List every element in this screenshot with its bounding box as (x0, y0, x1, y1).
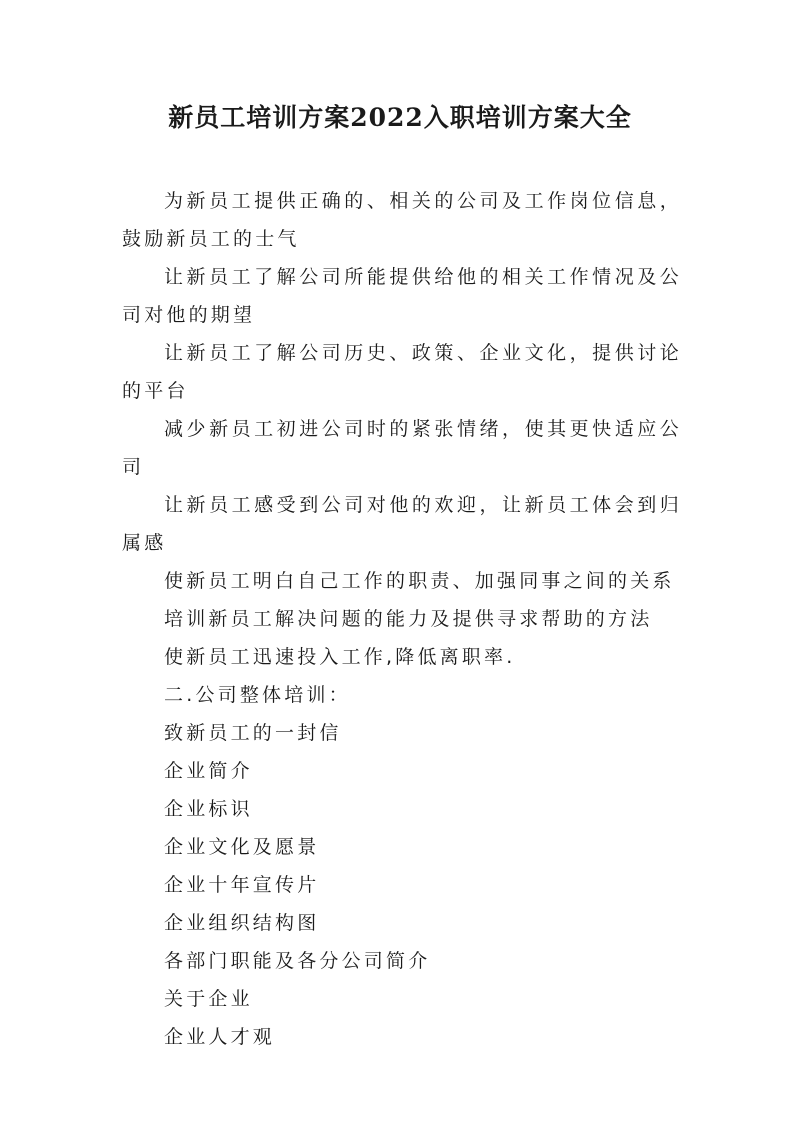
paragraph: 培训新员工解决问题的能力及提供寻求帮助的方法 (164, 608, 653, 630)
list-item: 企业文化及愿景 (164, 836, 320, 858)
list-item: 企业组织结构图 (164, 912, 320, 934)
paragraph: 为新员工提供正确的、相关的公司及工作岗位信息，鼓励新员工的士气 (122, 190, 682, 250)
paragraph: 让新员工了解公司历史、政策、企业文化，提供讨论的平台 (122, 342, 682, 402)
paragraph: 减少新员工初进公司时的紧张情绪，使其更快适应公司 (122, 418, 682, 478)
document-title: 新员工培训方案2022入职培训方案大全 (168, 103, 632, 132)
list-item: 企业标识 (164, 798, 253, 820)
list-item: 企业十年宣传片 (164, 874, 320, 896)
list-item: 致新员工的一封信 (164, 722, 342, 744)
document-body (122, 182, 682, 1056)
paragraph: 让新员工感受到公司对他的欢迎，让新员工体会到归属感 (122, 494, 682, 554)
paragraph: 让新员工了解公司所能提供给他的相关工作情况及公司对他的期望 (122, 266, 682, 326)
list-item: 企业简介 (164, 760, 253, 782)
list-item: 企业人才观 (164, 1026, 276, 1048)
list-item: 关于企业 (164, 988, 253, 1010)
paragraph: 使新员工迅速投入工作,降低离职率. (164, 646, 516, 668)
list-item: 各部门职能及各分公司简介 (164, 950, 431, 972)
paragraph: 使新员工明白自己工作的职责、加强同事之间的关系 (164, 570, 675, 592)
section-heading: 二.公司整体培训： (164, 684, 351, 706)
